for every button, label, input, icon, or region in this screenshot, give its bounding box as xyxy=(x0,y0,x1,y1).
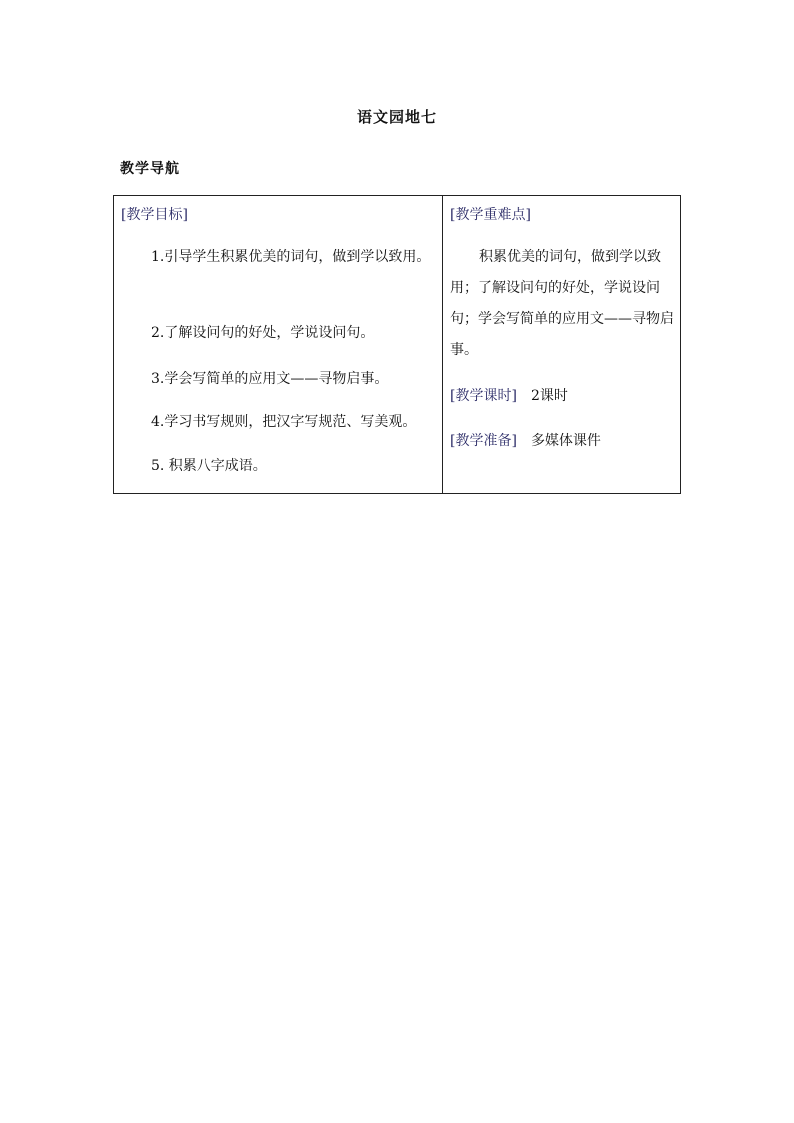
preparation-value: 多媒体课件 xyxy=(530,433,601,449)
objective-item: 4.学习书写规则，把汉字写规范、写美观。 xyxy=(151,414,417,430)
objective-item: 5. 积累八字成语。 xyxy=(151,458,267,474)
objective-item: 1.引导学生积累优美的词句，做到学以致用。 xyxy=(151,249,431,265)
preparation-row xyxy=(450,430,601,450)
preparation-label: [教学准备] xyxy=(450,433,517,449)
key-points-heading: [教学重难点] xyxy=(450,207,531,223)
objectives-cell xyxy=(114,196,443,493)
key-points-text: 积累优美的词句，做到学以致用；了解设问句的好处，学说设问句；学会写简单的应用文——寻物启事。 xyxy=(450,249,674,358)
teaching-plan-table xyxy=(113,195,681,494)
objectives-heading: [教学目标] xyxy=(121,207,188,223)
class-hours-label: [教学课时] xyxy=(450,388,517,404)
section-title: 教学导航 xyxy=(120,161,180,177)
page-title: 语文园地七 xyxy=(356,108,437,126)
objective-item: 3.学会写简单的应用文——寻物启事。 xyxy=(151,371,389,387)
key-points-cell xyxy=(443,196,680,493)
class-hours-row xyxy=(450,385,568,405)
class-hours-value: 2课时 xyxy=(530,388,568,404)
objective-item: 2.了解设问句的好处，学说设问句。 xyxy=(151,325,375,341)
